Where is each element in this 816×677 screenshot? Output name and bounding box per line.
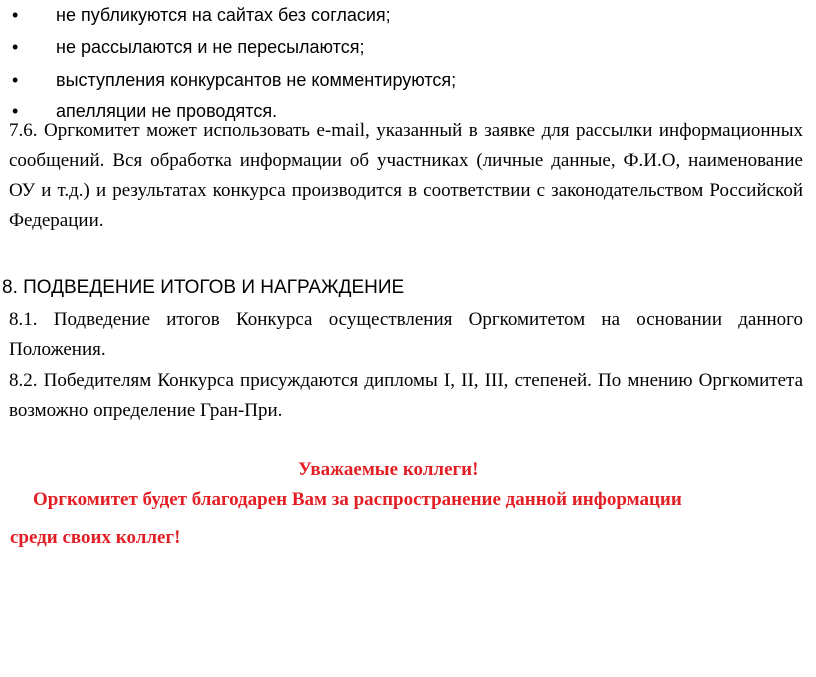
paragraph-8-1: 8.1. Подведение итогов Конкурса осуществления Оргкомитетом на основании данного Положения. (9, 309, 803, 360)
bullet-mark: • (12, 101, 19, 121)
bullet-text: не рассылаются и не пересылаются; (56, 37, 365, 57)
bullet-text: апелляции не проводятся. (56, 101, 278, 121)
paragraph-8-2: 8.2. Победителям Конкурса присуждаются дипломы I, II, III, степеней. По мнению Оргкомитета возможно определение Гран-При. (9, 370, 803, 421)
section-heading-8: 8. ПОДВЕДЕНИЕ ИТОГОВ И НАГРАЖДЕНИЕ (2, 277, 405, 298)
closing-line-1: Оргкомитет будет благодарен Вам за распространение данной информации (33, 489, 682, 510)
bullet-mark: • (12, 5, 19, 25)
closing-greeting: Уважаемые коллеги! (298, 459, 479, 480)
bullet-text: выступления конкурсантов не комментируются; (56, 70, 457, 90)
paragraph-7-6: 7.6. Оргкомитет может использовать e-mail, указанный в заявке для рассылки информационных сообщений. Вся обработка информации об участниках (личные данные, Ф.И.О, наименование ОУ и т.д.) и результатах конкурса производится в соответствии с законодательством Российской Федерации. (9, 120, 803, 231)
closing-line-2: среди своих коллег! (10, 527, 181, 548)
bullet-text: не публикуются на сайтах без согласия; (56, 5, 391, 25)
bullet-mark: • (12, 37, 19, 57)
bullet-mark: • (12, 70, 19, 90)
